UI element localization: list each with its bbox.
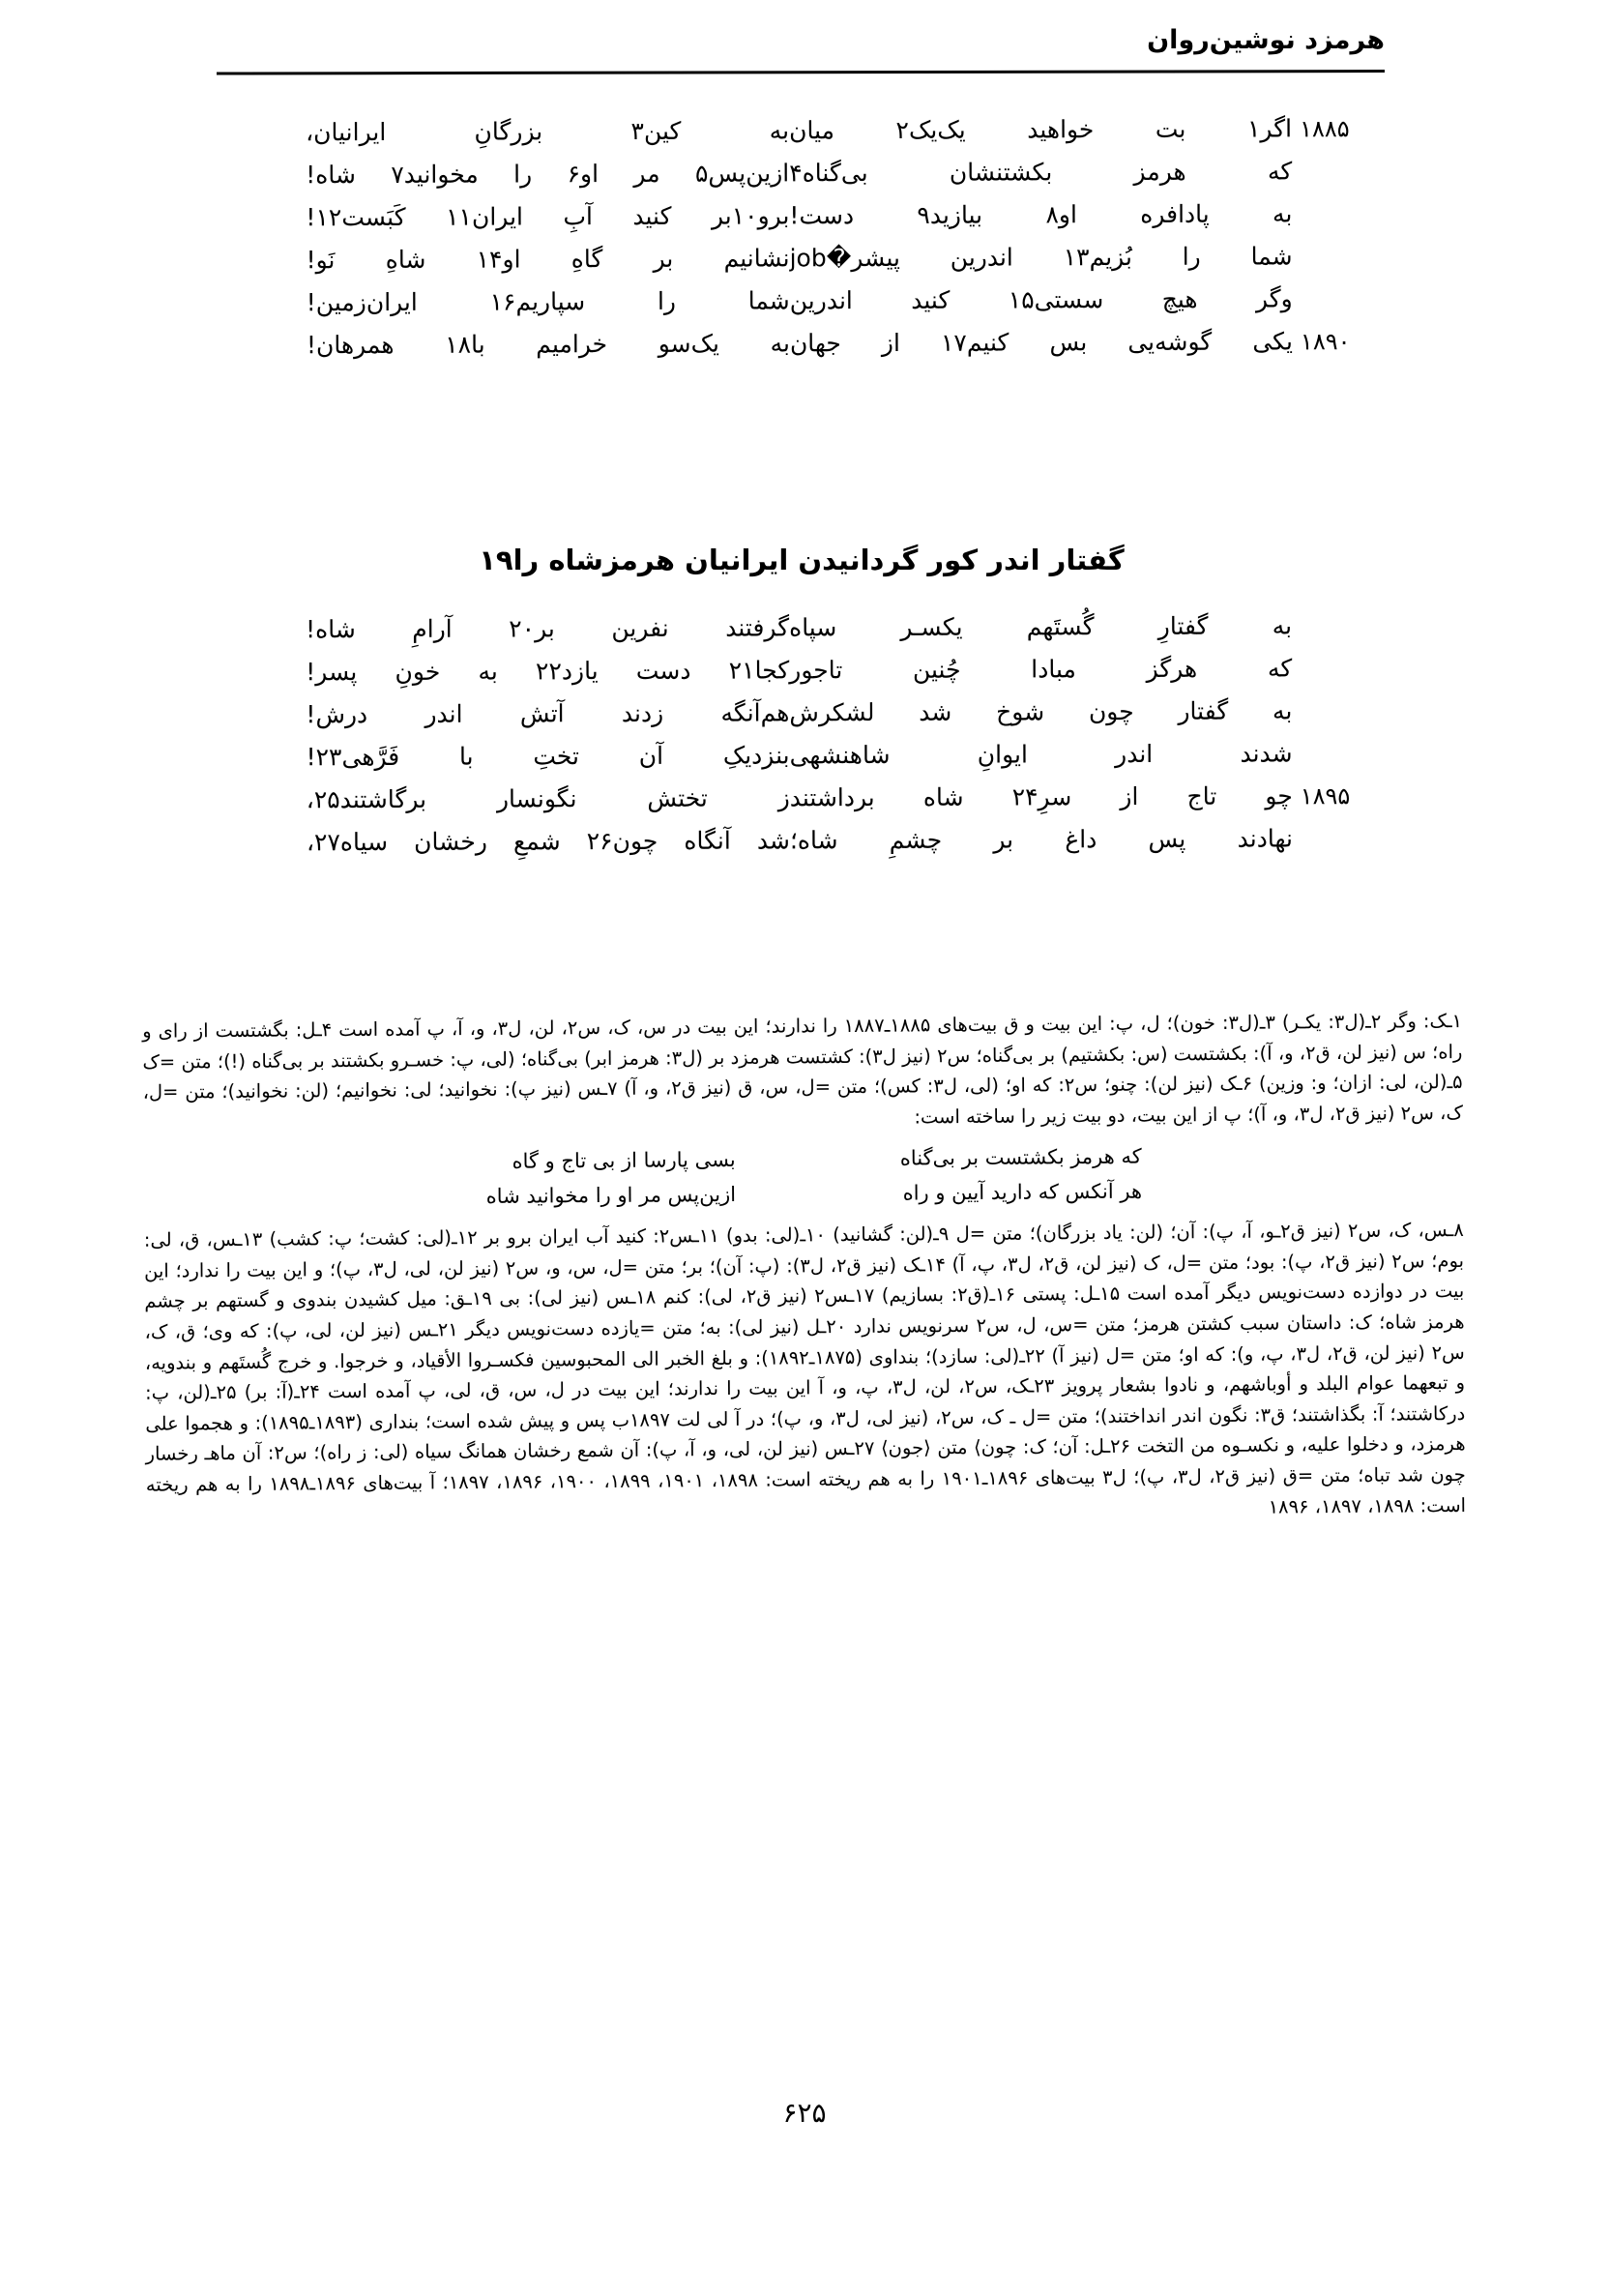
inset-couplet-row (330, 1174, 1277, 1217)
hemistich-b: ازین‌پس۵ مر او۶ را مخوانید۷ شاه! (306, 159, 790, 190)
inset-hemistich-b: بسی پارسا از بی تاج و گاه (512, 1148, 736, 1174)
hemistich-b: به کین۳ بزرگانِ ایرانیان، (306, 116, 790, 147)
verse-block-2 (217, 611, 1388, 871)
hemistich-b: شما را سپاریم۱۶ ایران‌زمین! (306, 286, 790, 317)
page-number: ۶۲۵ (782, 2097, 827, 2129)
hemistich-a: وگر هیچ سستی۱۵ کنید اندرین (789, 284, 1293, 315)
verse-line (217, 654, 1387, 701)
hemistich-a: شدند اندر ایوانِ شاهنشهی (789, 739, 1293, 770)
apparatus-paragraph-2: ۸ـس، ک، س۲ (نیز ق۲ـو، آ، پ): آن؛ (لن: یاد بزرگان)؛ متن =ل ۹ـ(لن: گشانید) ۱۰ـ(لی: بدو) ۱۱ـس۲: کنید آب ایران برو بر ۱۲ـ(لی: کشت؛ پ: کشب) ۱۳ـس، ق، لی: بوم؛ س۲ (نیز ق۲، پ): بود؛ متن =ل، ک (نیز لن، ق۲، ل۳، پ، آ) ۱۴ـک (نیز ق۲، ل۳): (پ: آن)؛ بر؛ متن =ل، س، و، س۲ (نیز لن، لی، ل۳، پ)؛ و این بیت را ندارد؛ این بیت در دوازده دست‌نویس دیگر آمده است ۱۵ـل: پستی ۱۶ـ(ق۲: بسازیم) ۱۷ـس۲ (نیز ق۲، لی): کنم ۱۸ـس (نیز لی): بی ۱۹ـق: میل کشیدن بندوی و گستهم بر چشم هرمز شاه؛ ک: داستان سبب کشتن هرمز؛ متن =س، ل، س۲ سرنویس ندارد ۲۰ـل (نیز لی): به؛ متن =یازده دست‌نویس دیگر ۲۱ـس (نیز لن، لی، پ): که وی؛ ق، ک، س۲ (نیز لن، ق۲، ل۳، پ، و): که او؛ متن =ل (نیز آ) ۲۲ـ(لی: سازد)؛ بنداوی (۱۸۷۵ـ۱۸۹۲): و بلغ الخبر الی المحبوسین فکسـروا الأقیاد، و خرجوا. و خرج گُستَهم و بندویه، و تبعهما عوام البلد و أوباشهم، و نادوا بشعار پرویز ۲۳ـک، س۲، لن، ل۳، پ، و، آ این بیت را ندارند؛ این بیت در ل، س، ق، لی، پ آمده است ۲۴ـ(آ: بر) ۲۵ـ(لن، پ: درکاشتند؛ آ: بگذاشتند؛ ق۳: نگون اندر انداختند)؛ متن =ل ـ ک، س۲، (نیز لی، ل۳، و، پ)؛ در آ لی لت ۱۸۹۷ب پس و پیش شده است؛ بنداری (۱۸۹۳ـ۱۸۹۵): و هجموا علی هرمزد، و دخلوا علیه، و نکسـوه من التخت ۲۶ـل: آن؛ ک: چون⟩ متن ⟨جون⟩ ۲۷ـس (نیز لن، لی، و، آ، پ): آن شمع رخشان همانگ سیاه (لی: ز راه)؛ س۲: آن ماهـ رخسار چون شد تباه؛ متن =ق (نیز ق۲، ل۳، پ)؛ ل۳ بیت‌های ۱۸۹۶ـ۱۹۰۱ را به هم ریخته است: ۱۸۹۸، ۱۹۰۱، ۱۸۹۹، ۱۹۰۰، ۱۸۹۶، ۱۸۹۷؛ آ بیت‌های ۱۸۹۶ـ۱۸۹۸ را به هم ریخته است: ۱۸۹۸، ۱۸۹۷، ۱۸۹۶ (143, 1219, 1467, 1518)
hemistich-a: به گفتارِ گُستَهم یکسـر سپاه (789, 611, 1293, 642)
hemistich-a: نهادند پس داغ بر چشمِ شاه؛ (789, 824, 1293, 855)
verse-block-1 (217, 114, 1388, 374)
hemistich-b: به یک‌سو خرامیم با۱۸ همرهان! (306, 329, 790, 360)
hemistich-b: گرفتند نفرین بر۲۰ آرامِ شاه! (306, 613, 790, 644)
inset-hemistich-a: هر آنکس که دارید آیین و راه (902, 1179, 1143, 1205)
hemistich-b: شد آنگاه چون۲۶ شمعِ رخشان سیاه۲۷، (306, 826, 790, 857)
hemistich-b: بنزدیکِ آن تختِ با فَرَّهی۲۳! (306, 741, 790, 772)
hemistich-a: یکی گوشه‌یی بس کنیم۱۷ از جهان (789, 327, 1293, 358)
hemistich-a: که هرمز بکشتنشان بی‌گناه۴ (789, 157, 1293, 188)
verse-number: ۱۸۸۵ (1300, 115, 1350, 143)
critical-apparatus (142, 1006, 1466, 1531)
hemistich-a: شما را بُزیم۱۳ اندرین پیشر�job (789, 242, 1293, 273)
verse-number: ۱۸۹۰ (1300, 328, 1351, 356)
verse-line (218, 284, 1388, 332)
verse-line (218, 824, 1388, 871)
verse-line (217, 114, 1387, 162)
header-rule-top (217, 70, 1385, 75)
hemistich-b: هم‌آنگه زدند آتش اندر درش! (306, 698, 790, 729)
verse-line (217, 199, 1387, 247)
hemistich-a: که هرگز مبادا چُنین تاجور (789, 654, 1293, 685)
hemistich-b: کجا۲۱ دست یازد۲۲ به خونِ پسر! (306, 656, 790, 687)
inset-hemistich-a: که هرمز بکشتست بر بی‌گناه (899, 1144, 1142, 1170)
hemistich-b: نشانیم بر گاهِ او۱۴ شاهِ نَو! (306, 244, 790, 275)
verse-line (218, 739, 1388, 786)
inset-couplet (143, 1137, 1464, 1218)
verse-number: ۱۸۹۵ (1300, 782, 1351, 810)
hemistich-a: اگر۱ بت خواهید یک‌یک۲ میان (789, 114, 1293, 145)
hemistich-a: به گفتار چون شوخ شد لشکرش (789, 696, 1293, 727)
verse-line (218, 327, 1388, 374)
apparatus-paragraph-1: ۱ـک: وگر ۲ـ(ل۳: یکـر) ۳ـ(ل۳: خون)؛ ل، پ: این بیت و ق بیت‌های ۱۸۸۵ـ۱۸۸۷ را ندارند؛ این بیت در س، ک، س۲، لن، ل۳، و، آ، پ آمده است ۴ـل: بگشتست از رای و راه؛ س (نیز لن، ق۲، و، آ): بکشتست (س: بکشتیم) بر بی‌گناه؛ س۲ (نیز ل۳): کشتست هرمزد بر (ل۳: هرمز ابر) بی‌گناه؛ (لی، پ: خسـرو بکشتند بر بی‌گناه (!)؛ متن =ک ۵ـ(لن، لی: ازان؛ و: وزین) ۶ـک (نیز لن): چنو؛ س۲: که او؛ (لی، ل۳: کس)؛ متن =ل، س، ق (نیز ق۲، و، آ) ۷ـس (نیز پ): نخوانید؛ لی: نخوانیم؛ (لن: نخوانید)؛ متن =ل، ک، س۲ (نیز ق۲، ل۳، و، آ)؛ پ از این بیت، دو بیت زیر را ساخته است: (142, 1010, 1463, 1129)
running-head: هرمزد نوشین‌روان (1147, 25, 1385, 55)
inset-hemistich-b: ازین‌پس مر او را مخوانید شاه (485, 1183, 737, 1209)
verse-line (218, 242, 1388, 289)
verse-line (217, 696, 1387, 744)
section-heading: گفتار اندر کور گردانیدن ایرانیان هرمزشاه را۱۹ (479, 544, 1125, 576)
verse-line (217, 611, 1387, 659)
verse-line (217, 157, 1387, 204)
hemistich-a: چو تاج از سرِ۲۴ شاه برداشتند (789, 781, 1293, 812)
hemistich-b: برو۱۰بر کنید آبِ ایران۱۱ کَبَست۱۲! (306, 201, 790, 232)
hemistich-a: به پادافره او۸ بیازید۹ دست! (789, 199, 1293, 230)
hemistich-b: ز تختش نگونسار برگاشتند۲۵، (306, 783, 790, 814)
verse-line (218, 781, 1388, 829)
